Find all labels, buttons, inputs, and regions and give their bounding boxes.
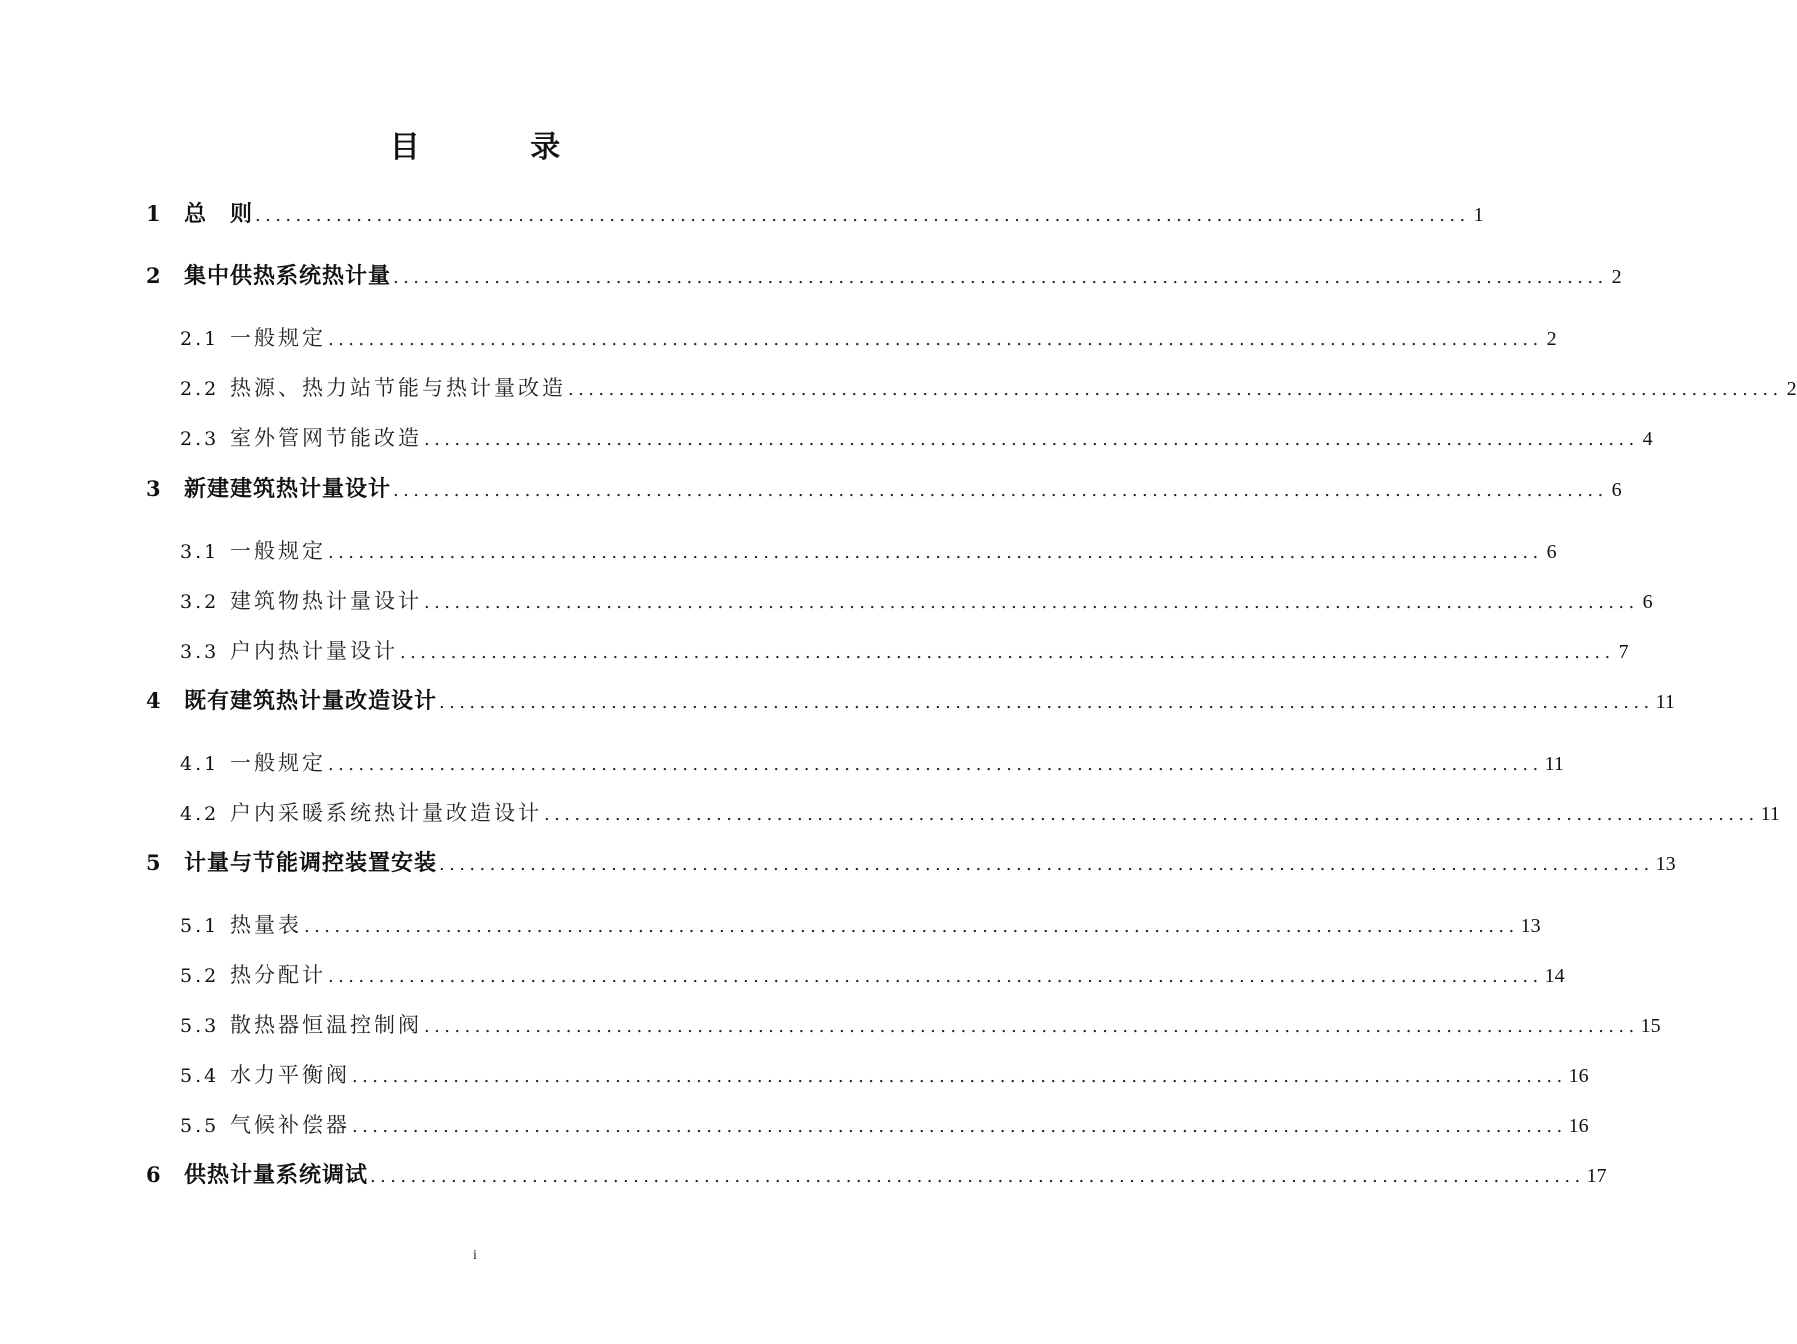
toc-dot-leader: ........................................................................................................................: [424, 1016, 1639, 1037]
toc-entry-number: 5.3: [180, 1015, 220, 1037]
toc-entry-number: 1: [146, 201, 161, 226]
toc-entry-title: 户内热计量设计: [230, 639, 398, 663]
toc-entry-title: 热量表: [230, 913, 302, 937]
toc-entry-page: 6: [1642, 591, 1653, 613]
toc-entry-number: 5.5: [180, 1115, 220, 1137]
toc-title: 目 录: [389, 130, 611, 165]
toc-entry-page: 4: [1642, 428, 1653, 450]
toc-dot-leader: ........................................................................................................................: [393, 480, 1608, 501]
toc-entry[interactable]: [180, 957, 1565, 993]
toc-entry-title: 既有建筑热计量改造设计: [184, 689, 438, 714]
toc-entry-number: 5.2: [180, 965, 220, 987]
toc-entry-page: 14: [1544, 965, 1565, 987]
toc-entry-title: 一般规定: [230, 751, 326, 775]
toc-entry[interactable]: [180, 583, 1653, 619]
toc-entry-page: 7: [1618, 641, 1629, 663]
toc-entry-title: 户内采暖系统热计量改造设计: [230, 801, 542, 825]
toc-entry-number: 5.4: [180, 1065, 220, 1087]
toc-dot-leader: ........................................................................................................................: [304, 916, 1519, 937]
toc-entry-page: 6: [1611, 479, 1622, 501]
toc-entry-number: 3.2: [180, 591, 220, 613]
toc-dot-leader: ........................................................................................................................: [328, 542, 1543, 563]
toc-entry-number: 3.3: [180, 641, 220, 663]
toc-entry-page: 11: [1544, 753, 1564, 775]
toc-entry[interactable]: [180, 1007, 1661, 1043]
toc-entry-title: 总 则: [184, 202, 254, 227]
toc-dot-leader: ........................................................................................................................: [393, 267, 1608, 288]
toc-entry-title: 建筑物热计量设计: [230, 589, 422, 613]
toc-entry-page: 17: [1586, 1165, 1607, 1187]
toc-entry-number: 4: [146, 688, 161, 713]
toc-entry[interactable]: [180, 320, 1557, 356]
toc-entry-page: 2: [1786, 378, 1797, 400]
toc-entry-number: 5: [146, 850, 161, 875]
toc-dot-leader: ........................................................................................................................: [424, 429, 1639, 450]
toc-entry[interactable]: [146, 1157, 1607, 1193]
toc-dot-leader: ........................................................................................................................: [328, 329, 1543, 350]
toc-entry-number: 2.2: [180, 378, 220, 400]
toc-dot-leader: ........................................................................................................................: [400, 642, 1615, 663]
toc-dot-leader: ........................................................................................................................: [352, 1066, 1567, 1087]
toc-dot-leader: ........................................................................................................................: [352, 1116, 1567, 1137]
toc-entry-number: 4.2: [180, 803, 220, 825]
toc-entry-number: 3.1: [180, 541, 220, 563]
toc-entry-page: 11: [1760, 803, 1780, 825]
toc-entry[interactable]: [180, 907, 1541, 943]
toc-entry-page: 13: [1655, 853, 1676, 875]
toc-dot-leader: ........................................................................................................................: [255, 205, 1470, 226]
toc-entry-page: 6: [1546, 541, 1557, 563]
toc-entry[interactable]: [180, 633, 1629, 669]
toc-entry-number: 2: [146, 263, 161, 288]
toc-entry-page: 2: [1546, 328, 1557, 350]
toc-entry[interactable]: [180, 795, 1780, 831]
toc-entry[interactable]: [146, 683, 1675, 719]
toc-dot-leader: ........................................................................................................................: [328, 754, 1543, 775]
toc-entry[interactable]: [180, 1107, 1589, 1143]
toc-entry-title: 计量与节能调控装置安装: [184, 851, 438, 876]
toc-entry-title: 热源、热力站节能与热计量改造: [230, 376, 566, 400]
toc-entry-number: 5.1: [180, 915, 220, 937]
page-number: i: [473, 1248, 477, 1263]
toc-entry-page: 1: [1473, 204, 1484, 226]
toc-dot-leader: ........................................................................................................................: [424, 592, 1639, 613]
toc-entry[interactable]: [146, 196, 1484, 232]
toc-entry-title: 室外管网节能改造: [230, 426, 422, 450]
toc-entry[interactable]: [146, 845, 1676, 881]
toc-entry[interactable]: [180, 420, 1653, 456]
toc-entry-number: 2.1: [180, 328, 220, 350]
toc-entry-title: 气候补偿器: [230, 1113, 350, 1137]
toc-dot-leader: ........................................................................................................................: [370, 1166, 1585, 1187]
toc-entry[interactable]: [180, 745, 1564, 781]
toc-dot-leader: ........................................................................................................................: [439, 854, 1654, 875]
toc-entry-title: 一般规定: [230, 326, 326, 350]
toc-entry-page: 15: [1640, 1015, 1661, 1037]
toc-entry-page: 11: [1655, 691, 1675, 713]
toc-entry[interactable]: [180, 370, 1797, 406]
toc-entry-title: 集中供热系统热计量: [184, 264, 392, 289]
toc-entry-title: 新建建筑热计量设计: [184, 477, 392, 502]
toc-entry[interactable]: [146, 471, 1622, 507]
toc-entry-title: 水力平衡阀: [230, 1063, 350, 1087]
toc-entry-page: 2: [1611, 266, 1622, 288]
toc-entry-title: 一般规定: [230, 539, 326, 563]
toc-entry[interactable]: [180, 1057, 1589, 1093]
toc-dot-leader: ........................................................................................................................: [328, 966, 1543, 987]
toc-entry-number: 4.1: [180, 753, 220, 775]
toc-entry-number: 6: [146, 1162, 161, 1187]
toc-entry-page: 16: [1568, 1065, 1589, 1087]
toc-entry[interactable]: [180, 533, 1557, 569]
toc-dot-leader: ........................................................................................................................: [544, 804, 1759, 825]
toc-entry-number: 2.3: [180, 428, 220, 450]
toc-entry-number: 3: [146, 476, 161, 501]
toc-entry-title: 供热计量系统调试: [184, 1163, 369, 1188]
toc-entry[interactable]: [146, 258, 1622, 294]
toc-entry-page: 16: [1568, 1115, 1589, 1137]
toc-entry-title: 热分配计: [230, 963, 326, 987]
toc-entry-page: 13: [1520, 915, 1541, 937]
toc-entry-title: 散热器恒温控制阀: [230, 1013, 422, 1037]
toc-dot-leader: ........................................................................................................................: [568, 379, 1783, 400]
toc-dot-leader: ........................................................................................................................: [439, 692, 1654, 713]
